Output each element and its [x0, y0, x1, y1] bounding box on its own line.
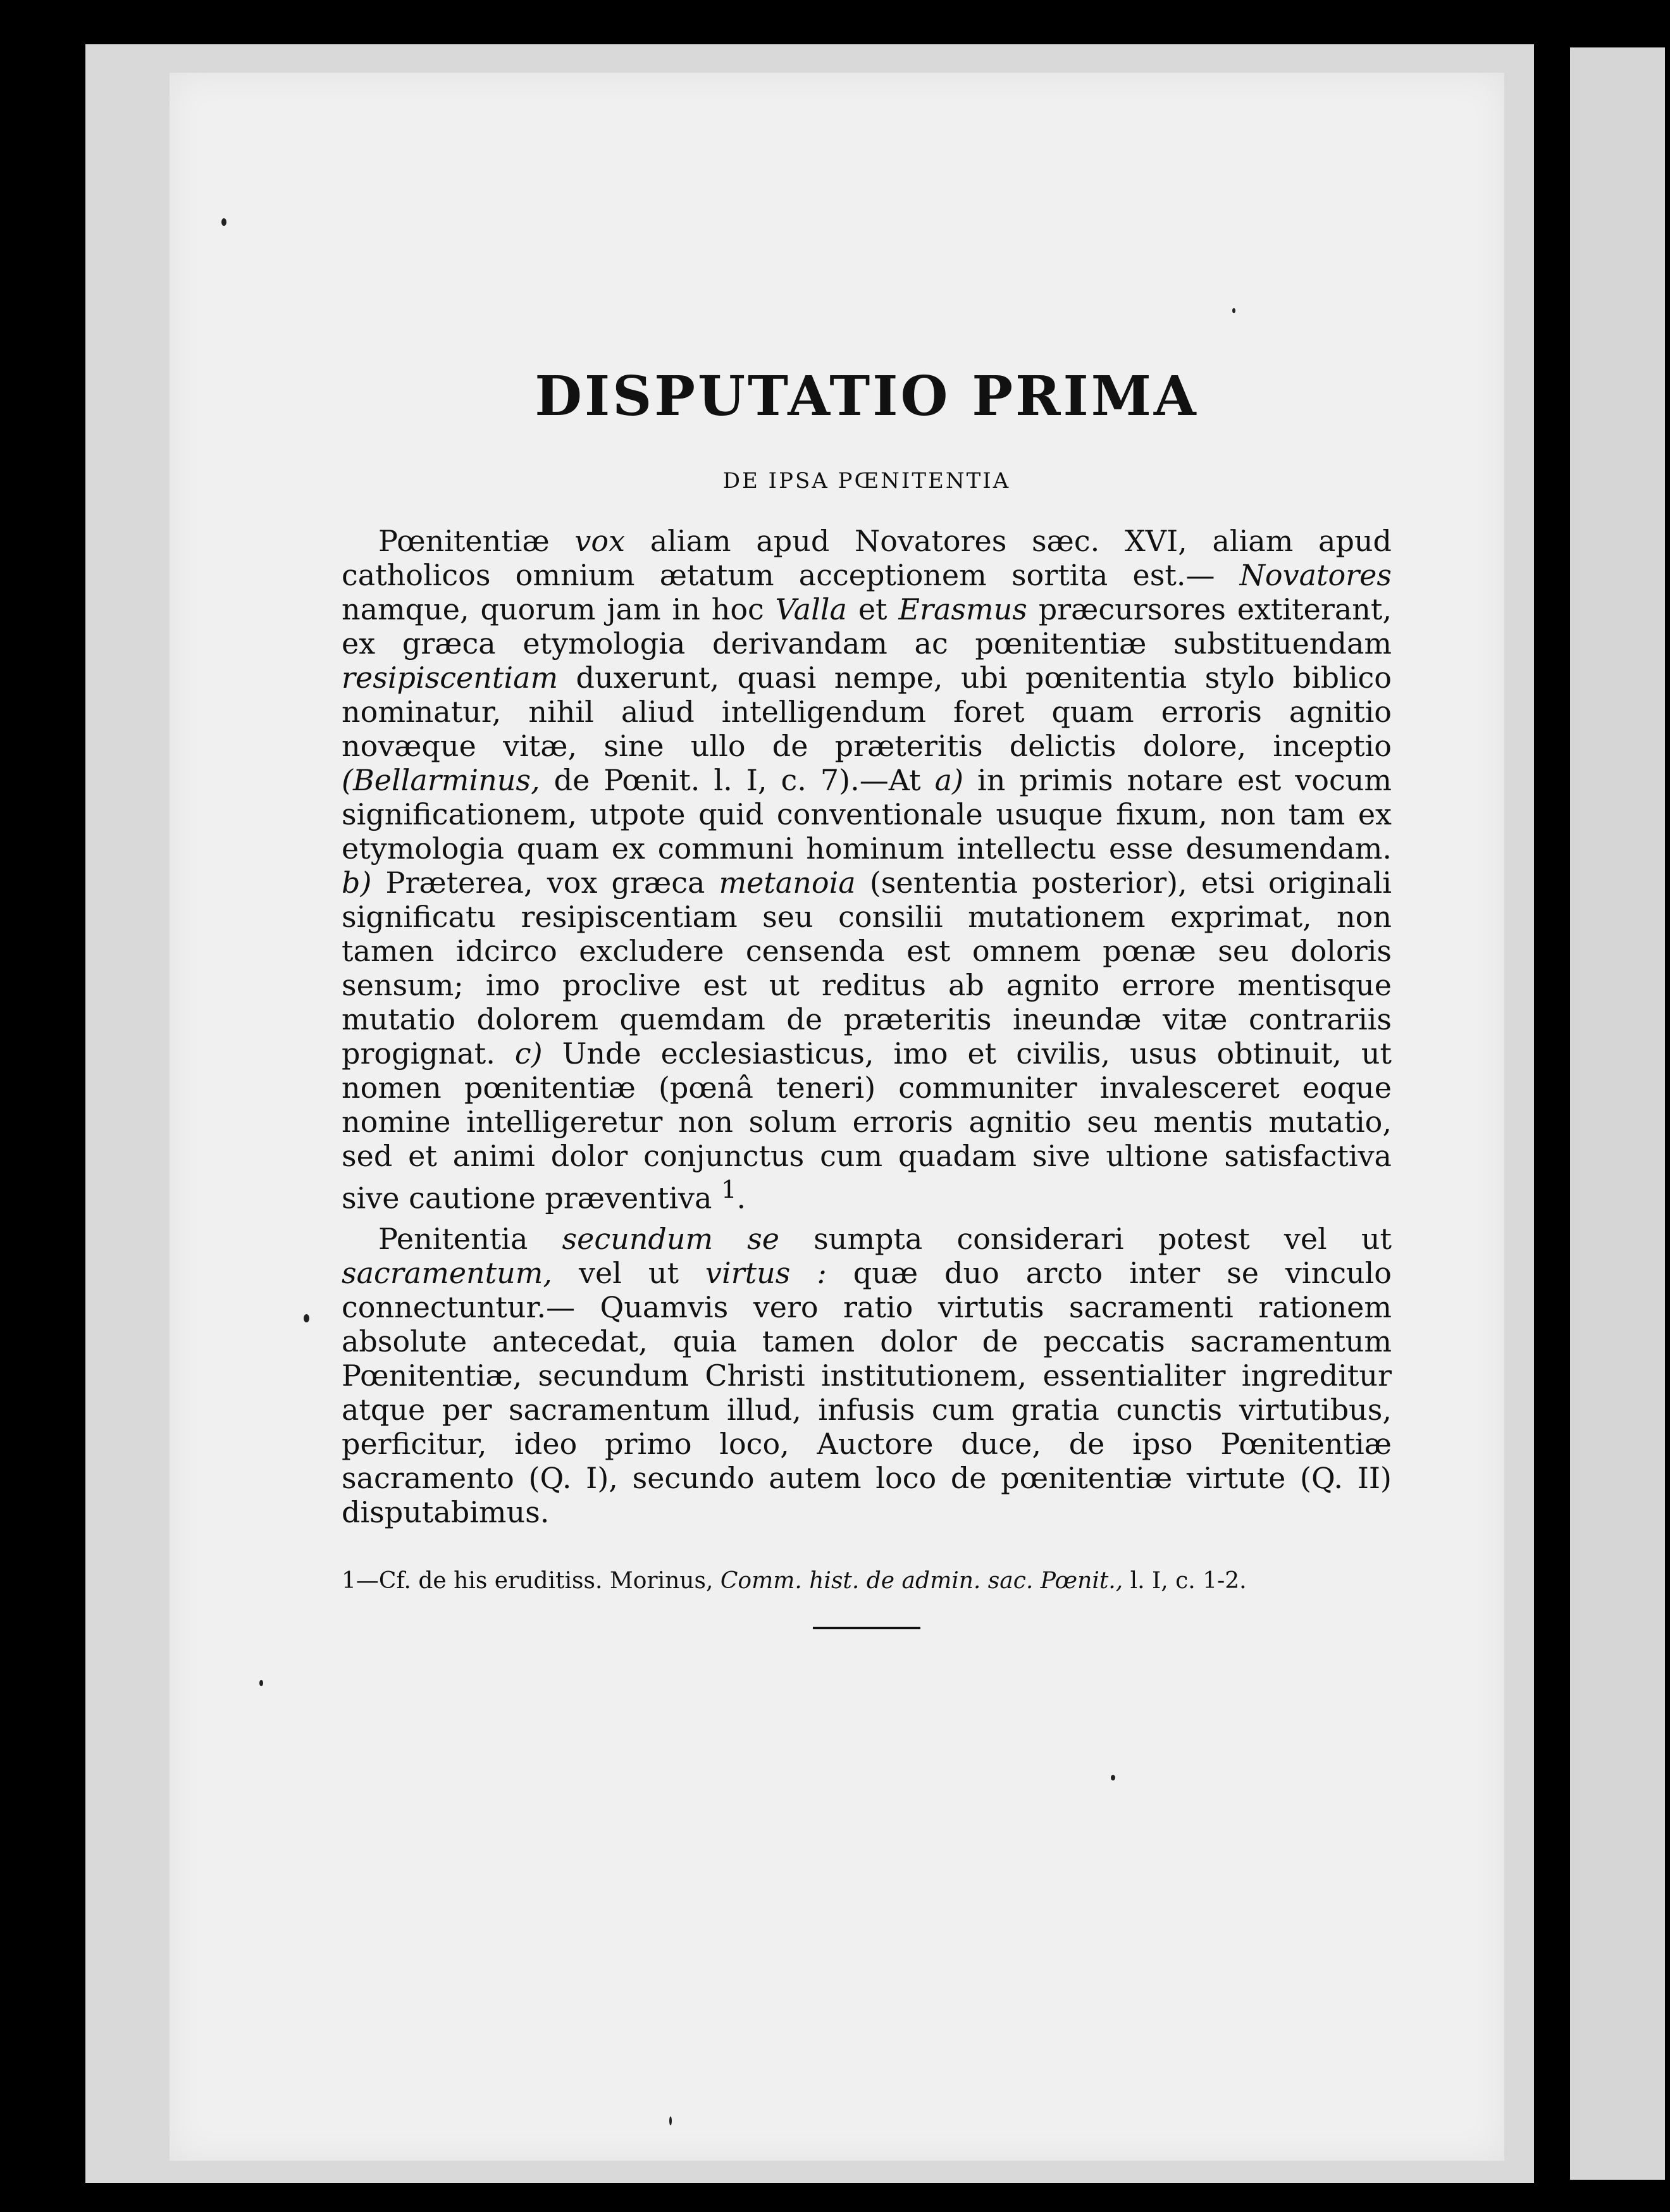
italic-run: (Bellarminus,: [342, 763, 540, 798]
page-title: DISPUTATIO PRIMA: [535, 364, 1199, 428]
body-text: [342, 524, 1392, 1529]
page-text: [342, 364, 1392, 1629]
text-run: Præterea, vox græca: [371, 866, 719, 900]
print-speck: [259, 1680, 263, 1686]
italic-run: Novatores: [1239, 558, 1392, 593]
text-run: sumpta considerari potest vel ut: [779, 1221, 1392, 1256]
print-speck: [221, 218, 226, 226]
paragraph-2: [342, 1222, 1392, 1529]
page-gutter: [1543, 38, 1570, 2189]
facing-page-edge: [1570, 47, 1665, 2180]
italic-run: sacramentum,: [342, 1255, 553, 1290]
italic-run: resipiscentiam: [342, 661, 559, 695]
text-run: quæ duo arcto inter se vinculo connectuntur.— Quamvis vero ratio virtutis sacramenti rationem absolute antecedat, quia tamen dolor de peccatis sacramentum Pœnitentiæ, secundum Christi institutionem, essentialiter ingreditur atque per sacramentum illud, infusis cum gratia cunctis virtutibus, perficitur, ideo primo loco, Auctore duce, de ipso Pœnitentiæ sacramento (Q. I), secundo autem loco de pœnitentiæ virtute (Q. II) disputabimus.: [342, 1255, 1392, 1529]
text-run: .: [736, 1181, 746, 1215]
end-rule: [813, 1627, 920, 1629]
italic-run: Valla: [775, 592, 847, 627]
print-speck: [669, 2116, 672, 2125]
text-run: duxerunt, quasi nempe, ubi pœnitentia stylo biblico nominatur, nihil aliud intelligendum foret quam erroris agnitio novæque vitæ, sine ullo de præteritis delictis dolore, inceptio: [342, 661, 1392, 764]
footnote: [342, 1565, 1392, 1598]
text-run: (sententia posterior), etsi originali significatu resipiscentiam seu consilii mutationem exprimat, non tamen idcirco excludere censenda est omnem pœnæ seu doloris sensum; imo proclive est ut reditus ab agnito errore mentisque mutatio dolorem quemdam de præteritis ineundæ vitæ contrariis progignat.: [342, 866, 1392, 1071]
italic-run: virtus :: [705, 1255, 827, 1290]
text-run: in primis notare est vocum significationem, utpote quid conventionale usuque fixum, non tam ex etymologia quam ex communi hominum intellectu esse desumendam.: [342, 763, 1392, 866]
italic-run: Erasmus: [898, 592, 1027, 627]
text-run: præcursores extiterant, ex græca etymologia derivandam ac pœnitentiæ substituendam: [342, 592, 1392, 661]
text-run: de Pœnit. l. I, c. 7).—At: [540, 763, 935, 798]
footnote-marker: 1: [721, 1176, 737, 1205]
footnote-text: 1—Cf. de his eruditiss. Morinus,: [342, 1567, 721, 1594]
italic-run: b): [342, 866, 372, 900]
text-run: Pœnitentiæ: [378, 524, 575, 559]
print-speck: [1111, 1775, 1115, 1780]
text-run: namque, quorum jam in hoc: [342, 592, 776, 627]
footnote-text: l. I, c. 1-2.: [1123, 1567, 1247, 1594]
text-run: Penitentia: [378, 1221, 562, 1256]
footnote-citation: Comm. hist. de admin. sac. Pœnit.,: [720, 1567, 1123, 1594]
paragraph-1: [342, 524, 1392, 1215]
text-run: Unde ecclesiasticus, imo et civilis, usus obtinuit, ut nomen pœnitentiæ (pœnâ teneri) communiter invalesceret eoque nomine intelligeretur non solum erroris agnitio seu mentis mutatio, sed et animi dolor conjunctus cum quadam sive ultione satisfactiva sive cautione præventiva: [342, 1036, 1392, 1215]
page-subtitle: DE IPSA PŒNITENTIA: [722, 468, 1011, 494]
italic-run: metanoia: [719, 866, 856, 900]
italic-run: vox: [574, 524, 626, 559]
print-speck: [304, 1314, 309, 1322]
italic-run: c): [514, 1036, 543, 1071]
print-speck: [1232, 308, 1235, 313]
text-run: vel ut: [552, 1255, 705, 1290]
text-run: et: [846, 592, 899, 627]
text-run: aliam apud Novatores sæc. XVI, aliam apud catholicos omnium ætatum acceptionem sortita est.—: [342, 524, 1392, 593]
italic-run: a): [934, 763, 964, 798]
italic-run: secundum se: [562, 1221, 780, 1256]
